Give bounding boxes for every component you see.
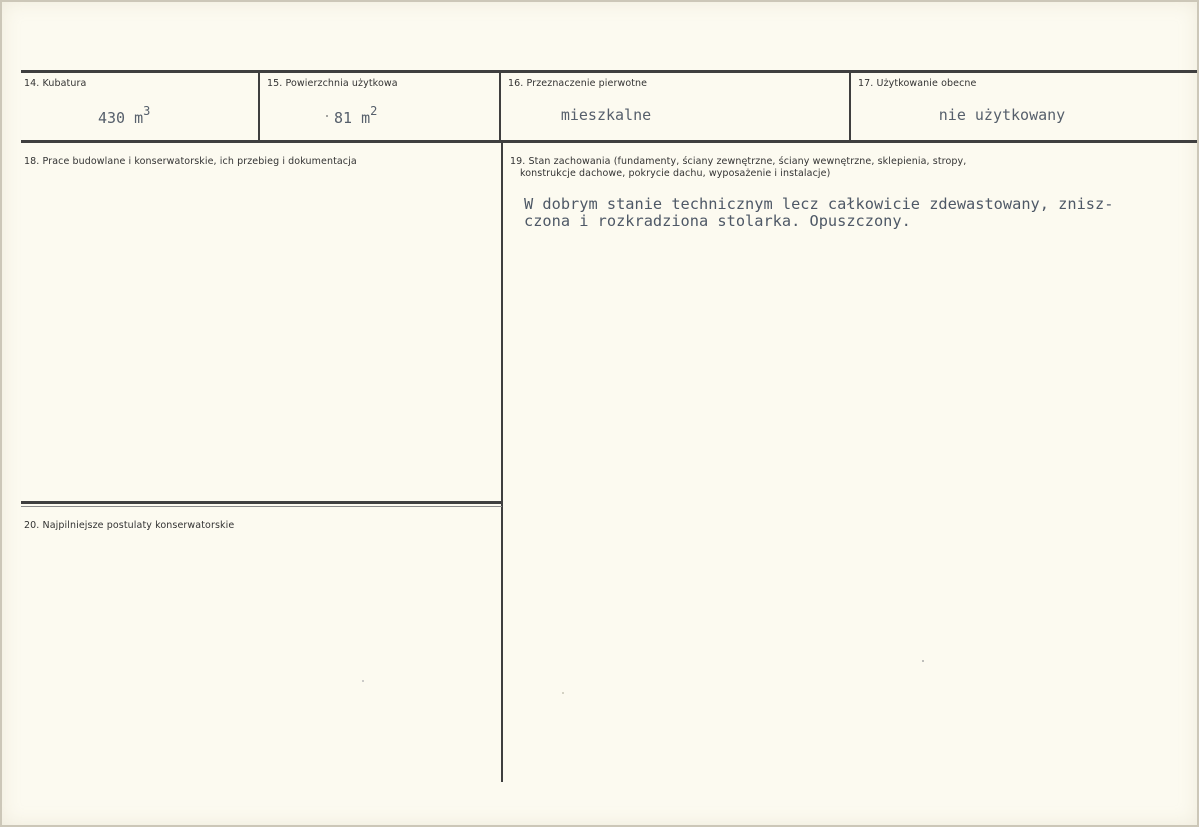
field-15-value (334, 106, 377, 127)
field-14-value (98, 106, 150, 127)
divider-14-15 (258, 72, 260, 142)
main-vertical-divider (501, 142, 503, 782)
speck (922, 660, 924, 662)
speck (562, 692, 564, 694)
top-rule (21, 70, 1197, 73)
field-16-label: 16. Przeznaczenie pierwotne (508, 78, 648, 89)
field-14-value-text: 430 m (98, 109, 144, 127)
field-16-value: mieszkalne (560, 106, 652, 124)
section-18-20-rule (21, 501, 502, 504)
field-18-label: 18. Prace budowlane i konserwatorskie, ich przebieg i dokumentacja (24, 156, 357, 167)
field-17-label: 17. Użytkowanie obecne (858, 78, 977, 89)
field-15-value-text: 81 m (334, 109, 371, 127)
field-15-label: 15. Powierzchnia użytkowa (267, 78, 398, 89)
speck (362, 680, 364, 682)
section-18-20-rule-thin (21, 506, 502, 507)
field-19-label-line2: konstrukcje dachowe, pokrycie dachu, wyposażenie i instalacje) (520, 168, 831, 179)
row1-bottom-rule (21, 140, 1197, 143)
field-19-label-line1: 19. Stan zachowania (fundamenty, ściany zewnętrzne, ściany wewnętrzne, sklepienia, stropy, (510, 156, 967, 167)
field-14-exponent: 3 (143, 104, 151, 118)
field-15-exponent: 2 (370, 104, 378, 118)
divider-16-17 (849, 72, 851, 142)
record-card (2, 2, 1197, 825)
field-17-value: nie użytkowany (938, 106, 1066, 124)
field-14-label: 14. Kubatura (24, 78, 87, 89)
field-19-value: W dobrym stanie technicznym lecz całkowicie zdewastowany, znisz- czona i rozkradziona stolarka. Opuszczony. (524, 195, 1114, 230)
field-15-mark (326, 115, 328, 117)
field-20-label: 20. Najpilniejsze postulaty konserwatorskie (24, 520, 235, 531)
